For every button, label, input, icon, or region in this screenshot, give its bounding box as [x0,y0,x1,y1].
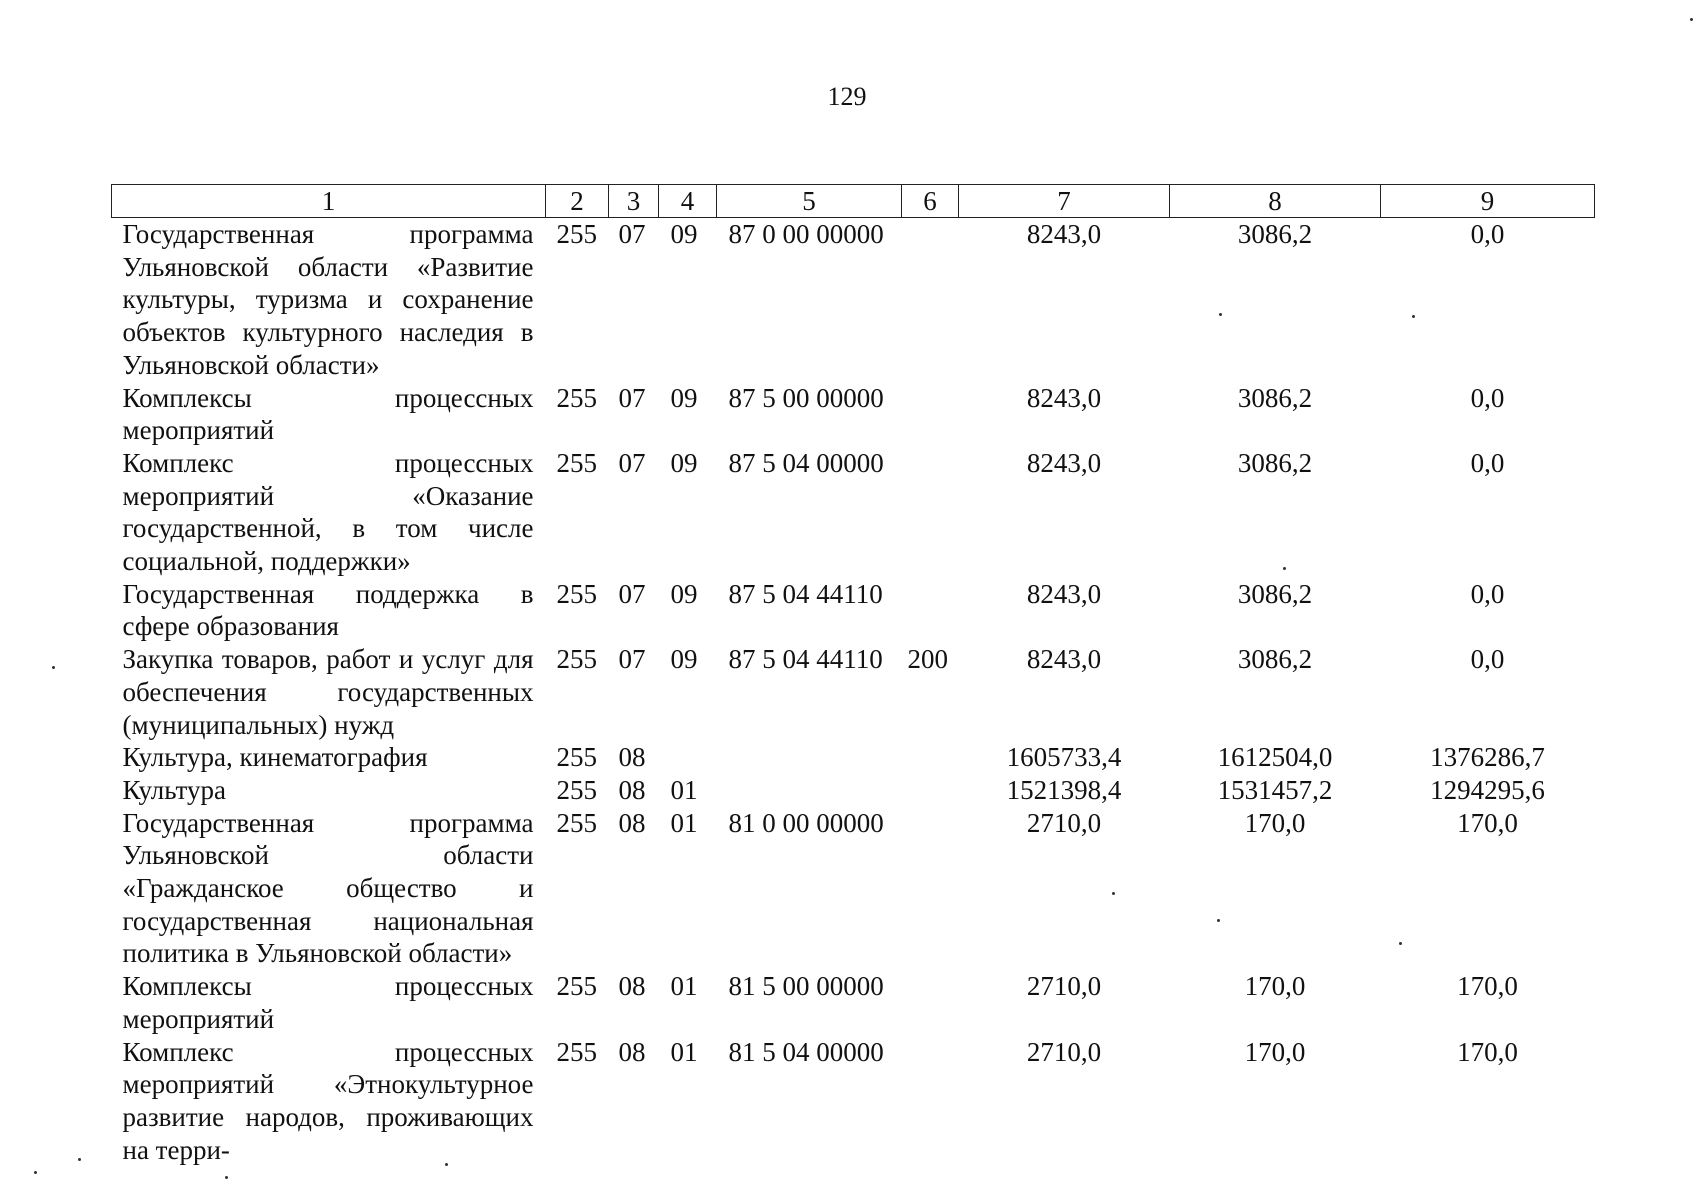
row-target-article: 87 5 04 00000 [728,447,884,478]
row-section-code: 07 [618,447,646,478]
row-expense-type [902,382,959,447]
row-expense-type [902,970,959,1035]
row-expense-type: 200 [907,644,948,675]
row-target-article: 87 5 04 44110 [728,578,883,609]
row-target-article: 81 5 04 00000 [728,1036,884,1067]
row-subsection-code: 09 [670,578,698,609]
row-subsection-code: 01 [670,971,698,1002]
row-expense-type [902,1036,959,1167]
scan-speck [1399,942,1402,945]
row-target-article: 81 0 00 00000 [728,807,884,838]
row-amount-col9: 170,0 [1457,807,1518,838]
row-subsection-code: 09 [670,219,698,249]
row-target-article: 87 5 00 00000 [728,382,884,413]
row-name: Культура, кинематография [122,742,428,773]
row-amount-col8: 170,0 [1244,971,1306,1002]
table-row [112,447,1595,578]
header-row [112,185,1595,218]
row-amount-col8: 3086,2 [1237,644,1313,675]
row-section-code: 08 [618,971,646,1002]
row-amount-col7: 8243,0 [1026,447,1102,478]
row-section-code: 08 [618,807,646,838]
row-amount-col7: 2710,0 [1026,971,1102,1002]
row-amount-col8: 3086,2 [1237,219,1313,249]
row-expense-type [902,578,959,643]
row-subsection-code: 01 [670,807,698,838]
row-subsection-code: 09 [670,644,698,675]
scan-speck [1112,892,1115,895]
table-row [112,382,1595,447]
row-amount-col9: 0,0 [1470,382,1505,413]
scan-speck [52,666,55,669]
row-amount-col7: 8243,0 [1026,382,1102,413]
table-row [112,218,1595,382]
row-amount-col8: 1612504,0 [1217,742,1333,773]
row-amount-col8: 170,0 [1244,1036,1306,1067]
row-expense-type [902,774,959,807]
row-section-code: 08 [618,774,646,805]
row-name: Комплекс процессных мероприятий «Этнокультурное развитие народов, проживающих на терри- [122,1036,534,1165]
table-row [112,807,1595,971]
row-amount-col8: 3086,2 [1237,578,1313,609]
header-col-1: 1 [112,185,546,218]
row-section-code: 07 [618,382,646,413]
header-col-4: 4 [659,185,717,218]
row-amount-col9: 0,0 [1470,219,1505,249]
row-ministry-code: 255 [556,1036,597,1067]
row-ministry-code: 255 [556,807,597,838]
row-section-code: 08 [618,742,646,773]
row-amount-col8: 3086,2 [1237,447,1313,478]
row-amount-col9: 0,0 [1470,578,1505,609]
row-subsection-code: 09 [670,447,698,478]
row-subsection-code [659,741,717,774]
table-row [112,1036,1595,1167]
scan-speck [1690,18,1693,21]
row-amount-col9: 0,0 [1470,644,1505,675]
row-target-article [717,774,902,807]
row-amount-col7: 8243,0 [1026,578,1102,609]
row-expense-type [902,807,959,971]
row-subsection-code: 01 [670,1036,698,1067]
table-row [112,643,1595,741]
row-amount-col9: 1376286,7 [1430,742,1545,773]
row-amount-col7: 1605733,4 [1006,742,1122,773]
row-amount-col7: 8243,0 [1026,644,1102,675]
row-ministry-code: 255 [556,644,597,675]
row-amount-col8: 170,0 [1244,807,1306,838]
row-name: Государственная программа Ульяновской области «Гражданское общество и государственная национальная политика в Ульяновской области» [122,807,534,969]
table-row [112,741,1595,774]
table-row [112,578,1595,643]
row-amount-col7: 2710,0 [1026,807,1102,838]
row-name: Комплексы процессных мероприятий [122,382,534,446]
row-name: Государственная поддержка в сфере образования [122,578,534,642]
row-subsection-code: 01 [670,774,698,805]
row-amount-col7: 8243,0 [1026,219,1102,249]
row-amount-col8: 1531457,2 [1217,774,1333,805]
row-ministry-code: 255 [556,578,597,609]
scan-speck [225,1176,228,1179]
header-col-7: 7 [959,185,1170,218]
row-amount-col8: 3086,2 [1237,382,1313,413]
header-col-3: 3 [609,185,659,218]
header-col-6: 6 [902,185,959,218]
table-body [112,218,1595,1167]
row-ministry-code: 255 [556,774,597,805]
row-expense-type [902,741,959,774]
row-section-code: 08 [618,1036,646,1067]
header-col-2: 2 [546,185,609,218]
scan-speck [1219,313,1222,316]
scan-speck [34,1171,37,1174]
row-ministry-code: 255 [556,382,597,413]
row-target-article [717,741,902,774]
row-name: Комплексы процессных мероприятий [122,971,534,1034]
row-name: Закупка товаров, работ и услуг для обеспечения государственных (муниципальных) нужд [122,644,534,740]
row-amount-col9: 0,0 [1470,447,1505,478]
scan-speck [1283,567,1286,570]
scan-speck [1412,315,1415,318]
row-expense-type [902,447,959,578]
row-target-article: 81 5 00 00000 [728,971,884,1002]
page-number: 129 [827,82,867,111]
row-subsection-code: 09 [670,382,698,413]
row-ministry-code: 255 [556,971,597,1002]
header-col-5: 5 [717,185,902,218]
row-amount-col9: 170,0 [1457,971,1518,1002]
row-name: Культура [122,774,226,805]
scan-speck [78,1158,81,1161]
scan-speck [445,1163,448,1166]
row-ministry-code: 255 [556,447,597,478]
row-amount-col9: 170,0 [1457,1036,1518,1067]
row-ministry-code: 255 [556,742,597,773]
table-row [112,970,1595,1035]
row-target-article: 87 0 00 00000 [728,219,884,249]
row-expense-type [902,218,959,382]
header-col-9: 9 [1381,185,1595,218]
row-amount-col7: 1521398,4 [1006,774,1122,805]
row-section-code: 07 [618,578,646,609]
table-row [112,774,1595,807]
row-target-article: 87 5 04 44110 [728,644,883,675]
table-header [112,185,1595,218]
row-name: Комплекс процессных мероприятий «Оказание государственной, в том числе социальной, поддержки» [122,447,534,577]
header-col-8: 8 [1170,185,1381,218]
budget-table [111,184,1595,1166]
row-section-code: 07 [618,219,646,249]
row-amount-col7: 2710,0 [1026,1036,1102,1067]
row-ministry-code: 255 [556,219,597,249]
row-amount-col9: 1294295,6 [1430,774,1545,805]
row-name: Государственная программа Ульяновской области «Развитие культуры, туризма и сохранение объектов культурного наследия в Ульяновской области» [122,219,534,380]
scan-speck [1217,919,1220,922]
row-section-code: 07 [618,644,646,675]
